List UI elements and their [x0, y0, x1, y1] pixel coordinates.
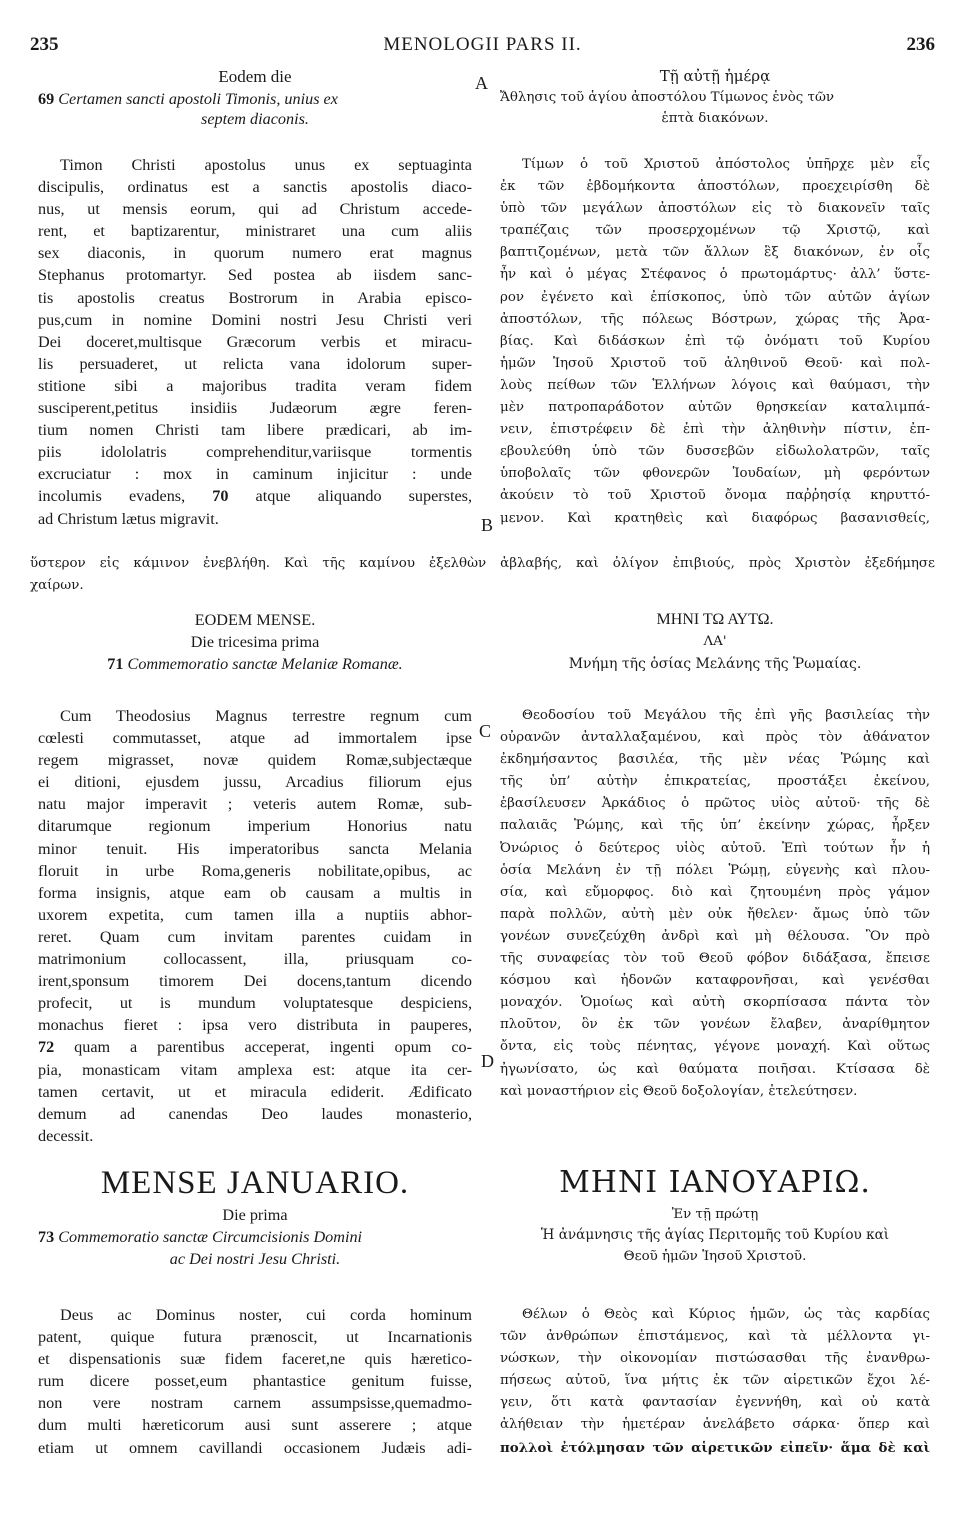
- text-line: ἀλήθειαν τὴν ἡμετέραν ἀνελάβετο σάρκα· ὅπερ καὶ: [500, 1417, 930, 1433]
- text-line: νειν, ἐπιστρέφειν δὲ ἐπὶ τὴν ἀληθινὴν πίστιν, ἐπ-: [500, 422, 930, 438]
- greek-fullwidth-text: [30, 553, 935, 597]
- text-line: et dispensationis suæ fidem faceret,ne quis hæretico-: [38, 1350, 472, 1369]
- text-line: tamen certavit, ut et miracula ediderit. Ædificato: [38, 1082, 472, 1101]
- greek-day-heading: Ἐν τῇ πρώτῃ: [671, 1207, 759, 1222]
- text-line: susciperent,petitus insidiis Judæorum ægre feren-: [38, 399, 472, 418]
- text-line: nus, ut mensis eorum, qui ad Christum accede-: [38, 200, 472, 219]
- text-line: Θεοδοσίου τοῦ Μεγάλου τῆς ἐπὶ γῆς βασιλείας τὴν: [522, 708, 930, 723]
- text-line: ἀκούειν τὸ τοῦ Χριστοῦ ὄνομα παῤῥησίᾳ κηρυττό-: [500, 488, 930, 504]
- text-line: μὲν πατροπαράδοτον αὐτῶν θρησκείαν καταλιμπά-: [500, 400, 930, 416]
- text-line: πλοῦτον, ὃν ἐκ τῶν γονέων ἔλαβεν, ἀναρίθμητον: [500, 1017, 930, 1033]
- text-line: pus,cum in nomine Domini nostri Jesu Christi veri: [38, 310, 472, 329]
- text-line: ὁσία Μελάνη ἐν τῇ πόλει Ῥώμῃ, εὐγενὴς καὶ πλου-: [500, 862, 930, 878]
- text-line: πολλοὶ ἐτόλμησαν τῶν αἱρετικῶν εἰπεῖν· ἅμα δὲ καὶ: [500, 1439, 930, 1456]
- latin-day-heading: Die prima: [222, 1206, 288, 1224]
- greek-entry-title: Ἄθλησις τοῦ ἁγίου ἀποστόλου Τίμωνος ἑνὸς τῶν: [500, 90, 835, 105]
- text-line: dum multi hæreticorum ausi sunt asserere ; atque: [38, 1416, 472, 1435]
- text-line: monachus fieret : ipsa vero distributa in pauperes,: [38, 1016, 472, 1035]
- text-line: piis idololatris comprehenditur,variisque tormentis: [38, 443, 472, 462]
- text-line: Deus ac Dominus noster, cui corda hominum: [60, 1306, 472, 1324]
- greek-month-heading: ΜΗΝΙ ΙΑΝΟΥΑΡΙΩ.: [559, 1165, 871, 1200]
- text-line: εβουλεύθη ὑπὸ τῶν δυσσεβῶν εἰδωλολατρῶν, ταῖς: [500, 444, 930, 460]
- text-line: βίας. Καὶ διδάσκων ἐπὶ τῷ ὀνόματι τοῦ Κυρίου: [500, 333, 930, 349]
- text-line: excruciatur : mox in caminum injicitur : unde: [38, 465, 472, 484]
- text-line: regem migrasset, novæ quidem Romæ,subjectæque: [38, 751, 472, 770]
- latin-day-heading: Eodem die: [218, 67, 292, 86]
- margin-letter-c: C: [479, 721, 492, 741]
- text-line: 72 quam a parentibus acceperat, ingenti opum co-: [38, 1038, 472, 1057]
- text-line: matrimonium collocassent, illa, priusquam co-: [38, 950, 472, 969]
- text-line: καὶ μοναστήριον εἰς Θεοῦ δοξολογίαν, ἐτελεύτησεν.: [500, 1083, 858, 1099]
- text-line: incolumis evadens, 70 atque aliquando superstes,: [38, 487, 472, 506]
- text-line: τῆς ὑπ’ αὐτὴν ἐπικρατείας, προστάξει ἐκείνου,: [500, 774, 930, 790]
- text-line: Ὀνώριος ὁ δεύτερος υἱὸς αὐτοῦ. Ἐπὶ τούτων ἦν ἡ: [500, 840, 930, 856]
- text-line: discipulis, ordinatus est a sanctis apostolis diaco-: [38, 178, 472, 197]
- text-line: ditarumque regionum imperium Honorius natu: [38, 817, 472, 836]
- greek-entry-title: Ἡ ἀνάμνησις τῆς ἁγίας Περιτομῆς τοῦ Κυρίου καὶ: [540, 1227, 890, 1243]
- margin-letter-d: D: [481, 1051, 494, 1071]
- latin-entry-title-cont: ac Dei nostri Jesu Christi.: [169, 1250, 341, 1268]
- text-line: Dei doceret,multisque Græcorum verbis et miracu-: [38, 332, 472, 351]
- text-line: ὄντα, εἰς τοὺς πένητας, γέγονε μοναχή. Καὶ οὕτως: [500, 1039, 930, 1055]
- latin-heading-sec3: [38, 1162, 472, 1270]
- latin-text-sec3: [38, 1304, 472, 1459]
- text-line: profecit, ut is mundum voluptatesque despiciens,: [38, 994, 472, 1013]
- text-line: παλαιᾶς Ῥώμης, καὶ τῆς ὑπ’ ἐκείνην χώρας, ἦρξεν: [500, 818, 930, 834]
- page-number-left: 235: [30, 34, 59, 55]
- text-line: Θέλων ὁ Θεὸς καὶ Κύριος ἡμῶν, ὡς τὰς καρδίας: [522, 1307, 930, 1322]
- text-line: Cum Theodosius Magnus terrestre regnum cum: [60, 707, 472, 725]
- text-line: βαπτιζομένων, μετὰ τῶν ἄλλων ἓξ διακόνων, ἐν οἷς: [500, 245, 930, 261]
- greek-entry-title-cont: ἑπτὰ διακόνων.: [661, 111, 769, 126]
- text-line: Timon Christi apostolus unus ex septuaginta: [60, 156, 472, 174]
- text-line: γονέων συνεζεύχθη ἀνδρὶ καὶ μὴ θέλουσα. Ὃν πρὸ: [500, 928, 930, 944]
- latin-entry-title-cont: septem diaconis.: [201, 110, 309, 129]
- latin-heading-sec1: [38, 66, 472, 128]
- entry-number: 70: [212, 487, 229, 506]
- text-line: πήσεως αὐτοῦ, ἵνα μήτις ἐκ τῶν αἱρετικῶν ἔχοι λέ-: [500, 1373, 930, 1389]
- latin-entry-title: 69 Certamen sancti apostoli Timonis, unius ex: [38, 90, 338, 109]
- greek-heading-sec1: [500, 66, 930, 129]
- latin-text-sec1: [38, 154, 472, 530]
- text-line: γειν, ὅτι κατὰ φαντασίαν ἐγεννήθη, καὶ οὐ κατὰ: [500, 1395, 930, 1411]
- text-line: ad Christum lætus migravit.: [38, 509, 219, 528]
- latin-month-heading: EODEM MENSE.: [194, 611, 316, 629]
- running-title: MENOLOGII PARS II.: [383, 34, 582, 55]
- text-line: χαίρων.: [30, 578, 84, 593]
- text-line: ἡμῶν Ἰησοῦ Χριστοῦ τοῦ ἀληθινοῦ Θεοῦ· καὶ πολ-: [500, 355, 930, 371]
- text-line: tis apostolis creatus Bostrorum in Arabia episco-: [38, 288, 472, 307]
- text-line: patent, quique futura prænoscit, ut Incarnationis: [38, 1328, 472, 1347]
- text-line: ρον ἐγένετο καὶ ἐπίσκοπος, ὑπὸ τῶν αὐτῶν ἁγίων: [500, 289, 930, 305]
- latin-heading-sec2: [38, 609, 472, 675]
- text-line: μοναχόν. Ὁμοίως καὶ αὐτὴ σκορπίσασα πάντα τὸν: [500, 995, 930, 1011]
- greek-text-sec3: [500, 1304, 930, 1459]
- text-line: τραπέζαις τῶν προσερχομένων τῷ Χριστῷ, καὶ: [500, 223, 930, 239]
- text-line: ἦν καὶ ὁ μέγας Στέφανος ὁ πρωτομάρτυς· ἀλλ’ ὕστε-: [500, 267, 930, 283]
- text-line: lis persuaderet, ut relicta vana idolorum super-: [38, 354, 472, 373]
- text-line: ἐκδημήσαντος βασιλέα, τῆς μὲν νέας Ῥώμης καὶ: [500, 752, 930, 768]
- text-line: reret. Quam cum invitam parentes cuidam in: [38, 927, 472, 946]
- text-line: παρὰ πολλῶν, αὐτὴ μὲν οὐκ ἤθελεν· ἄμως ὑπὸ τῶν: [500, 906, 930, 922]
- text-line: ὕστερον εἰς κάμινον ἐνεβλήθη. Καὶ τῆς καμίνου ἐξελθὼν ἀβλαβής, καὶ ὀλίγον ἐπιβιούς, πρὸς Χριστὸν ἐξεδήμησε: [30, 556, 935, 571]
- greek-entry-title: Μνήμη τῆς ὁσίας Μελάνης τῆς Ῥωμαίας.: [568, 656, 862, 673]
- text-line: tium nomen Christi tam libere prædicari, ab im-: [38, 421, 472, 440]
- latin-text-sec2: [38, 705, 472, 1147]
- text-line: demum ad canendas Deo laudes monasterio,: [38, 1104, 472, 1123]
- text-line: τῶν ἀνθρώπων ἐπιστάμενος, καὶ τὰ μέλλοντα γι-: [500, 1329, 930, 1345]
- greek-month-heading: ΜΗΝΙ ΤΩ ΑΥΤΩ.: [656, 611, 774, 628]
- text-line: pia, monasticam vitam amplexa est: atque ita cer-: [38, 1060, 472, 1079]
- text-line: ei ditioni, ejusdem jussu, Arcadius filiorum ejus: [38, 773, 472, 792]
- greek-text-sec1: [500, 154, 930, 530]
- entry-number: 72: [38, 1038, 55, 1057]
- text-line: σία, καὶ εὔμορφος. διὸ καὶ ζητουμένη πρὸς γάμον: [500, 884, 930, 900]
- greek-day-heading: ΛΑ': [703, 634, 727, 650]
- text-line: non vere nostram carnem assumpsisse,quemadmo-: [38, 1394, 472, 1413]
- text-line: ἐβασίλευσεν Ἀρκάδιος ὁ πρῶτος υἱὸς αὐτοῦ· τῆς δὲ: [500, 796, 930, 812]
- text-line: stitione sibi a majoribus tradita veram fidem: [38, 376, 472, 395]
- text-line: ἠγωνίσατο, ὡς καὶ θαύματα ποιῆσαι. Κτίσασα δὲ: [500, 1061, 930, 1077]
- greek-entry-title-cont: Θεοῦ ἡμῶν Ἰησοῦ Χριστοῦ.: [623, 1249, 807, 1264]
- text-line: natu major imperavit ; veteris autem Romæ, sub-: [38, 795, 472, 814]
- text-line: κόσμου καὶ ἡδονῶν καταφρονῆσαι, καὶ γενέσθαι: [500, 973, 930, 989]
- margin-letter-a: A: [475, 73, 488, 93]
- text-line: minor tenuit. His imperatoribus sancta Melania: [38, 839, 472, 858]
- text-line: rum dicere posset,eum phantastice genitum fuisse,: [38, 1372, 472, 1391]
- text-line: ἀποστόλων, τῆς πόλεως Βόστρων, χώρας τῆς Ἀρα-: [500, 311, 930, 327]
- text-line: λοὺς πείθων τῶν Ἑλλήνων λόγοις καὶ θαύμασι, τὴν: [500, 377, 930, 393]
- entry-number: 73: [38, 1228, 55, 1246]
- greek-heading-sec2: [500, 609, 930, 675]
- text-line: τῆς συναφείας τὸν τοῦ Θεοῦ φόβον διδάξασα, ἔπεισε: [500, 951, 930, 967]
- text-line: Stephanus protomartyr. Sed postea ab iisdem sanc-: [38, 266, 472, 285]
- text-line: sex diaconis, in quorum numero erat magnus: [38, 244, 472, 263]
- text-line: ὑπὸ τῶν μεγάλων ἀποστόλων εἰς τὸ διακονεῖν ταῖς: [500, 201, 930, 217]
- latin-month-heading: MENSE JANUARIO.: [100, 1165, 410, 1201]
- text-line: floruit in urbe Roma,generis nobilitate,opibus, ac: [38, 861, 472, 880]
- running-header: [30, 34, 935, 60]
- greek-day-heading: Τῇ αὐτῇ ἡμέρᾳ: [659, 67, 771, 85]
- latin-entry-title: 73 Commemoratio sanctæ Circumcisionis Domini: [38, 1228, 363, 1246]
- entry-number: 69: [38, 90, 55, 109]
- page-number-right: 236: [906, 34, 935, 55]
- text-line: etiam ut omnem cavillandi occasionem Judæis adi-: [38, 1438, 472, 1457]
- greek-text-sec2: [500, 705, 930, 1103]
- margin-letter-b: B: [481, 515, 494, 535]
- text-line: irent,sponsum timorem Dei docens,tantum dicendo: [38, 972, 472, 991]
- text-line: ὑποβολαῖς τῶν φθονερῶν Ἰουδαίων, μὴ φερόντων: [500, 466, 930, 482]
- text-line: rent, et baptizarentur, ministraret una cum aliis: [38, 222, 472, 241]
- text-line: Τίμων ὁ τοῦ Χριστοῦ ἀπόστολος ὑπῆρχε μὲν εἷς: [522, 157, 930, 172]
- text-line: οὐρανῶν ἀνταλλαξαμένου, καὶ πρὸς τὸν ἀθάνατον: [500, 730, 930, 746]
- latin-entry-title: 71 Commemoratio sanctæ Melaniæ Romanæ.: [107, 655, 403, 674]
- text-line: νώσκων, τὴν οἰκονομίαν πιστώσασθαι τῆς ἐνανθρω-: [500, 1351, 930, 1367]
- text-line: uxorem expetita, cum tamen illa a nuptiis abhor-: [38, 905, 472, 924]
- text-line: forma insignis, atque eam ob causam a multis in: [38, 883, 472, 902]
- text-line: decessit.: [38, 1126, 94, 1145]
- entry-number: 71: [107, 655, 124, 674]
- latin-day-heading: Die tricesima prima: [190, 633, 320, 652]
- greek-heading-sec3: [500, 1162, 930, 1267]
- text-line: μενον. Καὶ κρατηθεὶς καὶ διαφόρως βασανισθείς,: [500, 510, 930, 526]
- text-line: cœlesti commutasset, atque ad immortalem ipse: [38, 729, 472, 748]
- text-line: ἐκ τῶν ἑβδομήκοντα ἀποστόλων, προεχειρίσθη δὲ: [500, 179, 930, 195]
